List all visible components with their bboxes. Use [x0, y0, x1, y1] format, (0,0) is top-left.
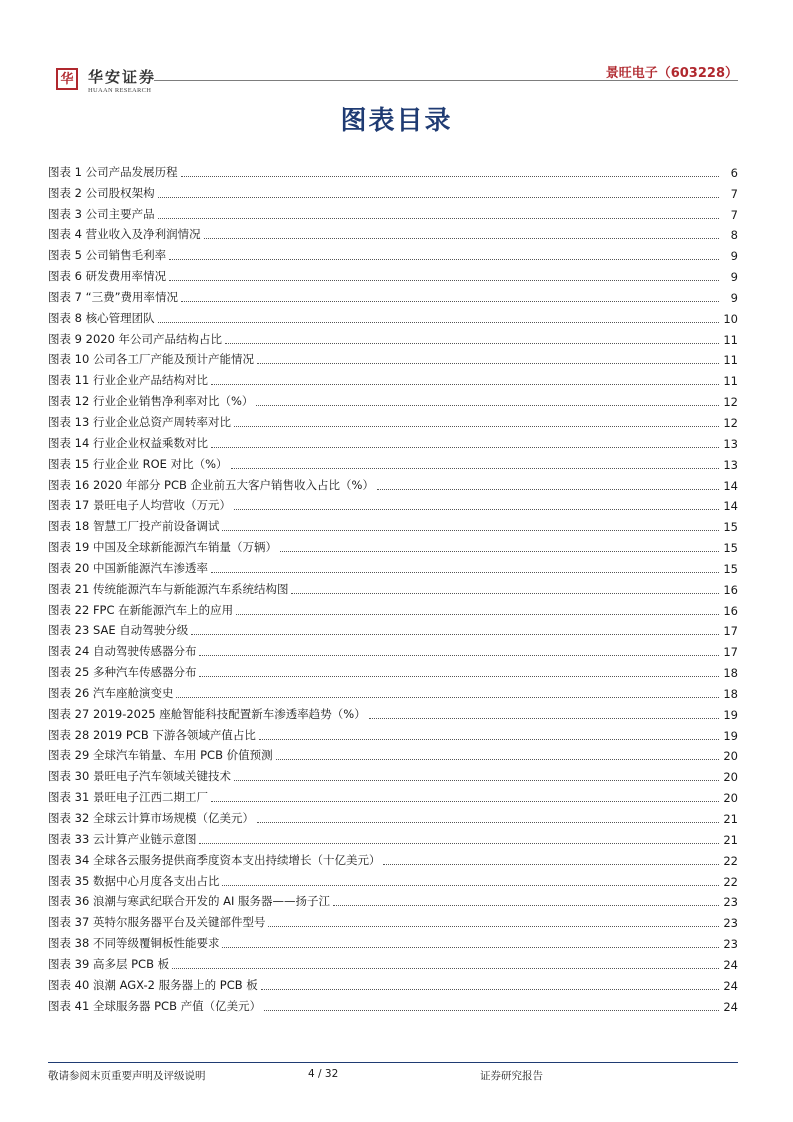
logo-mark: 华 — [60, 71, 74, 87]
toc-entry-page: 13 — [723, 436, 738, 451]
toc-entry-label: 图表 6 研发费用率情况 — [48, 269, 167, 284]
toc-entry-page: 16 — [723, 603, 738, 618]
toc-leader-dots — [169, 259, 719, 260]
toc-leader-dots — [199, 676, 719, 677]
logo-chinese-name: 华安证券 — [88, 68, 157, 86]
toc-leader-dots — [236, 614, 719, 615]
toc-entry-label: 图表 34 全球各云服务提供商季度资本支出持续增长（十亿美元） — [48, 852, 381, 867]
toc-entry-page: 23 — [723, 937, 738, 952]
toc-entry[interactable] — [48, 597, 738, 618]
toc-entry-page: 20 — [723, 749, 738, 764]
toc-entry-label: 图表 4 营业收入及净利润情况 — [48, 227, 201, 242]
toc-leader-dots — [158, 322, 719, 323]
toc-entry-label: 图表 20 中国新能源汽车渗透率 — [48, 560, 208, 575]
toc-leader-dots — [369, 718, 719, 719]
toc-entry-label: 图表 25 多种汽车传感器分布 — [48, 665, 197, 680]
toc-entry[interactable] — [48, 326, 738, 347]
toc-leader-dots — [211, 801, 719, 802]
toc-entry-page: 7 — [730, 207, 738, 222]
toc-entry[interactable] — [48, 868, 738, 889]
toc-entry-page: 15 — [723, 520, 738, 535]
toc-entry[interactable] — [48, 826, 738, 847]
toc-entry[interactable] — [48, 680, 738, 701]
toc-entry-label: 图表 24 自动驾驶传感器分布 — [48, 644, 197, 659]
toc-leader-dots — [199, 655, 719, 656]
toc-entry[interactable] — [48, 347, 738, 368]
toc-entry[interactable] — [48, 659, 738, 680]
toc-entry[interactable] — [48, 159, 738, 180]
toc-entry[interactable] — [48, 909, 738, 930]
toc-entry-label: 图表 17 景旺电子人均营收（万元） — [48, 498, 231, 513]
toc-entry-label: 图表 1 公司产品发展历程 — [48, 164, 178, 179]
toc-entry-label: 图表 26 汽车座舱演变史 — [48, 685, 174, 700]
toc-entry-page: 6 — [730, 165, 738, 180]
footer-report-type: 证券研究报告 — [480, 1070, 543, 1082]
toc-entry-page: 21 — [723, 812, 738, 826]
toc-entry[interactable] — [48, 576, 738, 597]
toc-entry[interactable] — [48, 430, 738, 451]
toc-leader-dots — [234, 426, 719, 427]
toc-leader-dots — [377, 489, 719, 490]
toc-entry[interactable] — [48, 805, 738, 826]
toc-entry-label: 图表 35 数据中心月度各支出占比 — [48, 873, 220, 888]
toc-entry-page: 19 — [723, 728, 738, 743]
toc-entry[interactable] — [48, 367, 738, 388]
toc-entry-label: 图表 15 行业企业 ROE 对比（%） — [48, 456, 228, 471]
toc-entry[interactable] — [48, 534, 738, 555]
toc-entry[interactable] — [48, 951, 738, 972]
huaan-logo-icon — [56, 68, 78, 90]
company-name: 景旺电子（603228） — [605, 66, 738, 81]
toc-leader-dots — [268, 926, 719, 927]
toc-entry-label: 图表 13 行业企业总资产周转率对比 — [48, 414, 231, 429]
toc-leader-dots — [222, 947, 719, 948]
toc-leader-dots — [199, 843, 719, 844]
toc-entry-label: 图表 30 景旺电子汽车领域关键技术 — [48, 769, 231, 784]
toc-entry-page: 23 — [723, 916, 738, 931]
toc-leader-dots — [211, 384, 719, 385]
toc-entry-label: 图表 22 FPC 在新能源汽车上的应用 — [48, 602, 234, 617]
toc-entry[interactable] — [48, 513, 738, 534]
toc-entry[interactable] — [48, 409, 738, 430]
toc-entry-page: 17 — [723, 645, 738, 660]
toc-entry-page: 19 — [723, 707, 738, 722]
toc-entry[interactable] — [48, 889, 738, 910]
toc-entry-page: 16 — [723, 582, 738, 597]
toc-entry-label: 图表 21 传统能源汽车与新能源汽车系统结构图 — [48, 581, 289, 596]
toc-entry[interactable] — [48, 993, 738, 1014]
toc-entry-page: 8 — [730, 228, 738, 243]
toc-entry-page: 22 — [723, 874, 738, 889]
toc-leader-dots — [234, 509, 719, 510]
toc-entry-page: 24 — [723, 978, 738, 993]
toc-entry[interactable] — [48, 472, 738, 493]
toc-entry-page: 9 — [730, 270, 738, 285]
toc-entry-label: 图表 7 “三费”费用率情况 — [48, 289, 179, 304]
toc-leader-dots — [231, 468, 720, 469]
toc-entry-page: 10 — [723, 311, 738, 326]
toc-entry-label: 图表 3 公司主要产品 — [48, 206, 155, 221]
toc-entry[interactable] — [48, 722, 738, 743]
toc-entry-label: 图表 37 英特尔服务器平台及关键部件型号 — [48, 915, 266, 930]
toc-entry-label: 图表 39 高多层 PCB 板 — [48, 956, 170, 971]
toc-entry-page: 11 — [723, 374, 738, 389]
toc-entry[interactable] — [48, 784, 738, 805]
toc-entry[interactable] — [48, 638, 738, 659]
toc-entry[interactable] — [48, 743, 738, 764]
toc-entry-page: 12 — [723, 415, 738, 430]
toc-entry[interactable] — [48, 201, 738, 222]
toc-entry-page: 14 — [723, 499, 738, 514]
toc-entry[interactable] — [48, 305, 738, 326]
toc-leader-dots — [191, 634, 719, 635]
toc-leader-dots — [264, 1010, 719, 1011]
toc-entry-page: 11 — [723, 332, 738, 347]
table-of-figures — [48, 159, 738, 1014]
toc-entry-page: 24 — [723, 957, 738, 972]
toc-leader-dots — [211, 447, 719, 448]
toc-entry-page: 13 — [723, 457, 738, 472]
toc-entry-page: 15 — [723, 561, 738, 576]
toc-entry-page: 22 — [723, 853, 738, 868]
toc-entry-label: 图表 33 云计算产业链示意图 — [48, 831, 197, 846]
toc-entry-label: 图表 5 公司销售毛利率 — [48, 248, 167, 263]
logo-english-name: HUAAN RESEARCH — [88, 87, 152, 94]
toc-leader-dots — [176, 697, 719, 698]
toc-leader-dots — [204, 238, 719, 239]
toc-entry[interactable] — [48, 555, 738, 576]
toc-leader-dots — [256, 405, 719, 406]
toc-entry-page: 20 — [723, 791, 738, 806]
toc-entry[interactable] — [48, 701, 738, 722]
toc-leader-dots — [291, 593, 719, 594]
page-header — [48, 62, 738, 102]
toc-entry[interactable] — [48, 180, 738, 201]
toc-entry[interactable] — [48, 930, 738, 951]
toc-entry[interactable] — [48, 618, 738, 639]
toc-entry-page: 14 — [723, 478, 738, 493]
toc-leader-dots — [257, 363, 719, 364]
toc-leader-dots — [234, 780, 719, 781]
toc-entry-page: 11 — [723, 353, 738, 368]
toc-leader-dots — [181, 301, 719, 302]
toc-entry-label: 图表 2 公司股权架构 — [48, 185, 155, 200]
toc-leader-dots — [222, 530, 719, 531]
toc-entry-label: 图表 27 2019-2025 座舱智能科技配置新车渗透率趋势（%） — [48, 706, 366, 721]
toc-leader-dots — [383, 864, 719, 865]
toc-leader-dots — [181, 176, 719, 177]
toc-leader-dots — [280, 551, 719, 552]
toc-entry-label: 图表 9 2020 年公司产品结构占比 — [48, 331, 223, 346]
toc-entry-page: 20 — [723, 770, 738, 785]
toc-leader-dots — [257, 822, 719, 823]
toc-entry-label: 图表 18 智慧工厂投产前设备调试 — [48, 519, 220, 534]
footer-page-number: 4 / 32 — [308, 1068, 339, 1080]
toc-entry[interactable] — [48, 263, 738, 284]
toc-entry-label: 图表 36 浪潮与寒武纪联合开发的 AI 服务器——扬子江 — [48, 894, 331, 909]
toc-leader-dots — [211, 572, 719, 573]
toc-leader-dots — [158, 197, 719, 198]
toc-leader-dots — [172, 968, 719, 969]
toc-leader-dots — [261, 989, 719, 990]
toc-leader-dots — [225, 343, 719, 344]
toc-entry[interactable] — [48, 284, 738, 305]
toc-entry[interactable] — [48, 388, 738, 409]
page-title: 图表目录 — [340, 106, 453, 136]
toc-entry[interactable] — [48, 451, 738, 472]
toc-entry-page: 18 — [723, 686, 738, 701]
toc-entry[interactable] — [48, 493, 738, 514]
toc-leader-dots — [222, 885, 719, 886]
footer-rule — [48, 1062, 738, 1063]
toc-entry-label: 图表 16 2020 年部分 PCB 企业前五大客户销售收入占比（%） — [48, 477, 374, 492]
toc-entry-page: 17 — [723, 624, 738, 639]
toc-entry[interactable] — [48, 763, 738, 784]
toc-entry-label: 图表 40 浪潮 AGX-2 服务器上的 PCB 板 — [48, 977, 258, 992]
toc-entry-label: 图表 10 公司各工厂产能及预计产能情况 — [48, 352, 254, 367]
toc-entry-page: 24 — [723, 999, 738, 1014]
toc-entry-page: 12 — [723, 395, 738, 410]
toc-entry-page: 7 — [730, 186, 738, 201]
toc-entry-label: 图表 31 景旺电子江西二期工厂 — [48, 790, 208, 805]
toc-entry-label: 图表 14 行业企业权益乘数对比 — [48, 435, 208, 450]
toc-entry-label: 图表 29 全球汽车销量、车用 PCB 价值预测 — [48, 748, 273, 763]
toc-entry-page: 18 — [723, 666, 738, 681]
toc-leader-dots — [158, 218, 719, 219]
toc-entry-label: 图表 23 SAE 自动驾驶分级 — [48, 623, 189, 638]
toc-entry-label: 图表 19 中国及全球新能源汽车销量（万辆） — [48, 540, 277, 555]
toc-entry-label: 图表 38 不同等级覆铜板性能要求 — [48, 936, 220, 951]
toc-entry-page: 21 — [723, 832, 738, 847]
toc-entry[interactable] — [48, 972, 738, 993]
toc-leader-dots — [169, 280, 719, 281]
toc-leader-dots — [259, 739, 719, 740]
toc-entry-page: 9 — [730, 290, 738, 305]
footer-disclaimer: 敬请参阅末页重要声明及评级说明 — [48, 1070, 206, 1082]
toc-entry-label: 图表 28 2019 PCB 下游各领域产值占比 — [48, 727, 256, 742]
toc-entry-label: 图表 12 行业企业销售净利率对比（%） — [48, 394, 254, 409]
toc-leader-dots — [333, 905, 719, 906]
toc-entry-label: 图表 41 全球服务器 PCB 产值（亿美元） — [48, 998, 262, 1013]
toc-entry-label: 图表 8 核心管理团队 — [48, 310, 155, 325]
toc-entry-page: 9 — [730, 249, 738, 264]
toc-entry[interactable] — [48, 242, 738, 263]
toc-entry-label: 图表 32 全球云计算市场规模（亿美元） — [48, 811, 254, 825]
toc-entry-page: 15 — [723, 541, 738, 556]
toc-entry-page: 23 — [723, 895, 738, 910]
toc-leader-dots — [276, 759, 719, 760]
toc-entry[interactable] — [48, 847, 738, 868]
toc-entry[interactable] — [48, 222, 738, 243]
toc-entry-label: 图表 11 行业企业产品结构对比 — [48, 373, 208, 388]
